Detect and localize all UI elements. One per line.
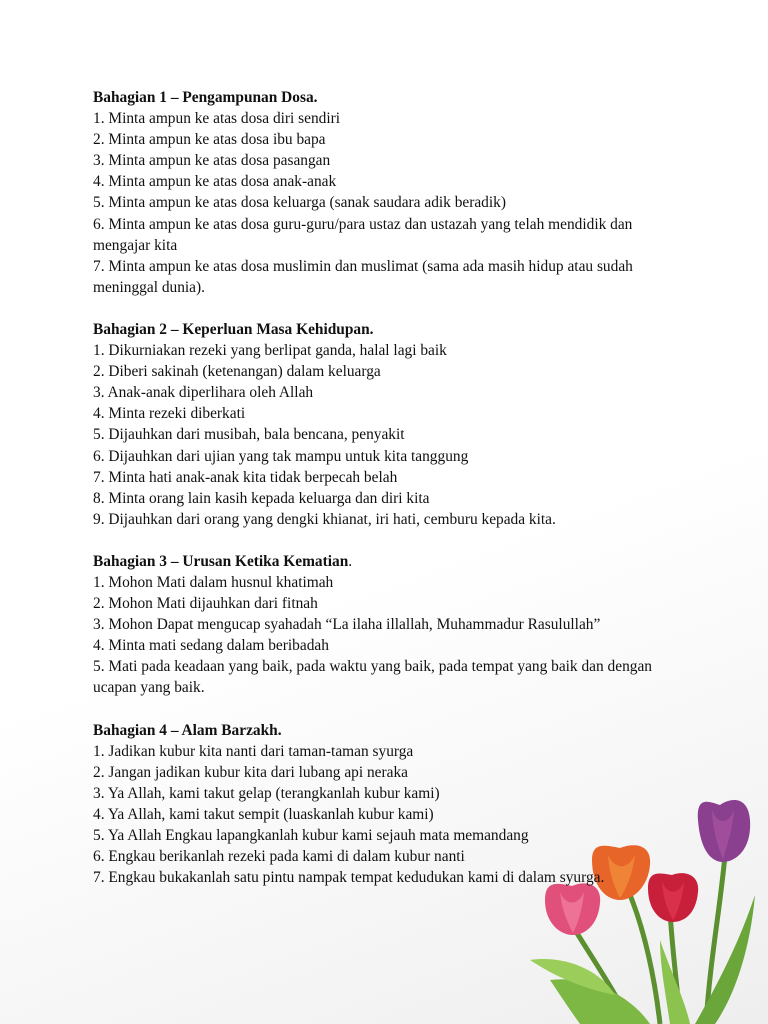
purple-tulip-icon <box>698 800 750 862</box>
section-heading: Bahagian 4 – Alam Barzakh. <box>93 721 282 739</box>
list-item: 2. Minta ampun ke atas dosa ibu bapa <box>93 131 326 149</box>
list-item: 5. Minta ampun ke atas dosa keluarga (sanak saudara adik beradik) <box>93 194 506 212</box>
list-item: 5. Ya Allah Engkau lapangkanlah kubur kami sejauh mata memandang <box>93 827 529 844</box>
section-heading: Bahagian 2 – Keperluan Masa Kehidupan. <box>93 320 374 338</box>
list-item: 4. Minta ampun ke atas dosa anak-anak <box>93 173 337 191</box>
list-item: 1. Jadikan kubur kita nanti dari taman-taman syurga <box>93 742 414 760</box>
section-heading: Bahagian 1 – Pengampunan Dosa. <box>93 89 318 106</box>
list-item: 7. Minta ampun ke atas dosa muslimin dan muslimat (sama ada masih hidup atau sudah meninggal dunia). <box>93 257 633 296</box>
section-2 <box>93 319 693 530</box>
section-heading: Bahagian 3 – Urusan Ketika Kematian. <box>93 552 353 570</box>
list-item: 6. Dijauhkan dari ujian yang tak mampu untuk kita tanggung <box>93 447 469 465</box>
list-item: 3. Mohon Dapat mengucap syahadah “La ilaha illallah, Muhammadur Rasulullah” <box>93 616 601 634</box>
list-item: 2. Diberi sakinah (ketenangan) dalam keluarga <box>93 363 381 381</box>
list-item: 3. Ya Allah, kami takut gelap (terangkanlah kubur kami) <box>93 784 440 802</box>
list-item: 5. Mati pada keadaan yang baik, pada waktu yang baik, pada tempat yang baik dan dengan ucapan yang baik. <box>93 658 652 697</box>
list-item: 4. Ya Allah, kami takut sempit (luaskanlah kubur kami) <box>93 805 434 823</box>
list-item: 7. Minta hati anak-anak kita tidak berpecah belah <box>93 468 398 486</box>
list-item: 1. Mohon Mati dalam husnul khatimah <box>93 573 334 591</box>
tulip-leaf <box>695 895 755 1024</box>
section-3 <box>93 551 693 699</box>
list-item: 6. Engkau berikanlah rezeki pada kami di dalam kubur nanti <box>93 848 465 866</box>
list-item: 4. Minta mati sedang dalam beribadah <box>93 637 329 655</box>
list-item: 1. Dikurniakan rezeki yang berlipat ganda, halal lagi baik <box>93 342 447 360</box>
list-item: 7. Engkau bukakanlah satu pintu nampak tempat kedudukan kami di dalam syurga. <box>93 869 605 887</box>
list-item: 3. Anak-anak diperlihara oleh Allah <box>93 384 314 402</box>
list-item: 5. Dijauhkan dari musibah, bala bencana, penyakit <box>93 426 405 444</box>
list-item: 8. Minta orang lain kasih kepada keluarga dan diri kita <box>93 489 430 507</box>
document-body <box>93 87 693 888</box>
section-4 <box>93 720 693 889</box>
section-1 <box>93 87 693 298</box>
list-item: 6. Minta ampun ke atas dosa guru-guru/para ustaz dan ustazah yang telah mendidik dan mengajar kita <box>93 215 633 254</box>
list-item: 2. Mohon Mati dijauhkan dari fitnah <box>93 595 318 613</box>
list-item: 4. Minta rezeki diberkati <box>93 405 246 423</box>
list-item: 3. Minta ampun ke atas dosa pasangan <box>93 152 331 170</box>
pink-tulip-icon <box>545 883 600 935</box>
list-item: 2. Jangan jadikan kubur kita dari lubang api neraka <box>93 763 408 781</box>
list-item: 1. Minta ampun ke atas dosa diri sendiri <box>93 110 341 128</box>
list-item: 9. Dijauhkan dari orang yang dengki khianat, iri hati, cemburu kepada kita. <box>93 510 556 528</box>
